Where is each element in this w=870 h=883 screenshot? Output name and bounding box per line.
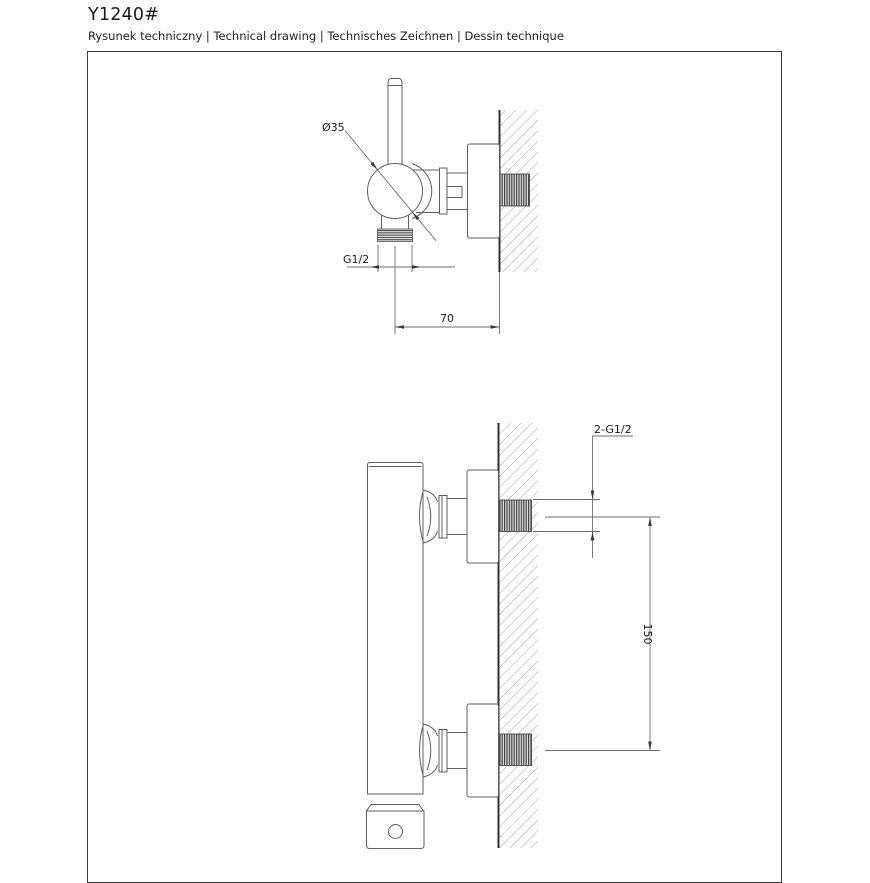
outlet-thread bbox=[378, 229, 413, 242]
wall-inlet-thread bbox=[500, 174, 530, 206]
mixer-body bbox=[368, 463, 424, 795]
dimension-outlet-thread bbox=[343, 245, 455, 272]
bottom-cap bbox=[367, 805, 425, 849]
connection-nut bbox=[440, 168, 448, 214]
page-title: Y1240# bbox=[88, 5, 160, 25]
diameter-label: Ø35 bbox=[322, 121, 345, 134]
page-subtitle: Rysunek techniczny | Technical drawing | Technisches Zeichnen | Dessin technique bbox=[88, 29, 564, 43]
connection-cylinder bbox=[447, 173, 468, 210]
wall-inlet-thread bbox=[500, 734, 532, 766]
cap-outlet-hole bbox=[389, 825, 403, 839]
wall-inlet-thread bbox=[500, 500, 532, 532]
wall-flange bbox=[468, 144, 500, 238]
top-view bbox=[322, 79, 538, 335]
dimension-connection-thread bbox=[533, 423, 633, 558]
dimension-wall-distance bbox=[395, 246, 500, 334]
connection-thread-label: 2-G1/2 bbox=[594, 423, 632, 436]
wall-distance-label: 70 bbox=[440, 312, 454, 325]
outlet-thread-label: G1/2 bbox=[343, 253, 370, 266]
wall-section-side-view bbox=[499, 423, 539, 848]
side-view bbox=[367, 423, 661, 849]
connection-spacing-label: 150 bbox=[641, 623, 654, 645]
wall-flange bbox=[467, 470, 499, 563]
wall-flange bbox=[467, 704, 499, 797]
wall-hatch bbox=[499, 423, 538, 848]
drawing-canvas bbox=[87, 51, 781, 870]
lever-handle bbox=[388, 79, 402, 167]
dimension-connection-spacing bbox=[545, 517, 660, 751]
